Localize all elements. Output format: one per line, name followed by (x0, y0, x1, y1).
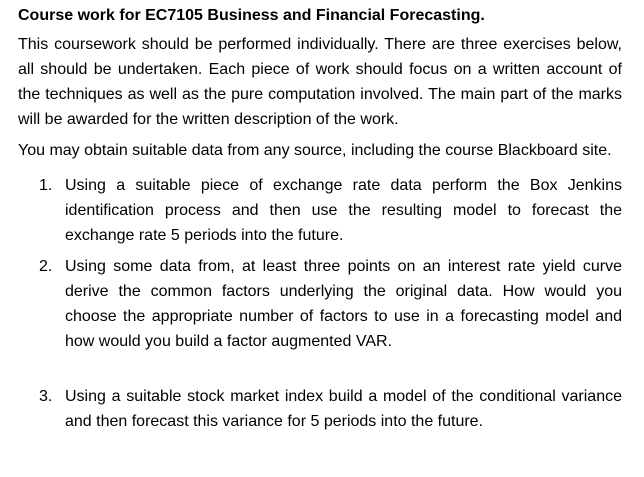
exercise-number: 2. (39, 258, 53, 275)
intro-paragraph: This coursework should be performed individually. There are three exercises below, all should be undertaken. Each piece of work should focus on a written account of the techniques as well as the pure computation involved. The main part of the marks will be awarded for the written description of the work. (18, 36, 622, 128)
exercise-text: Using some data from, at least three points on an interest rate yield curve derive the common factors underlying the original data. How would you choose the appropriate number of factors to use in a forecasting model and how would you build a factor augmented VAR. (65, 258, 622, 350)
document-page (18, 0, 622, 440)
exercise-number: 3. (39, 388, 53, 405)
exercise-item-1 (18, 173, 622, 248)
exercise-item-2 (18, 254, 622, 354)
document-title: Course work for EC7105 Business and Financial Forecasting. (18, 7, 485, 24)
exercise-list (18, 173, 622, 434)
exercise-text: Using a suitable stock market index build a model of the conditional variance and then forecast this variance for 5 periods into the future. (65, 388, 622, 430)
exercise-text: Using a suitable piece of exchange rate data perform the Box Jenkins identification process and then use the resulting model to forecast the exchange rate 5 periods into the future. (65, 177, 622, 244)
exercise-item-3 (18, 384, 622, 434)
data-source-paragraph: You may obtain suitable data from any source, including the course Blackboard site. (18, 142, 612, 159)
exercise-number: 1. (39, 177, 53, 194)
